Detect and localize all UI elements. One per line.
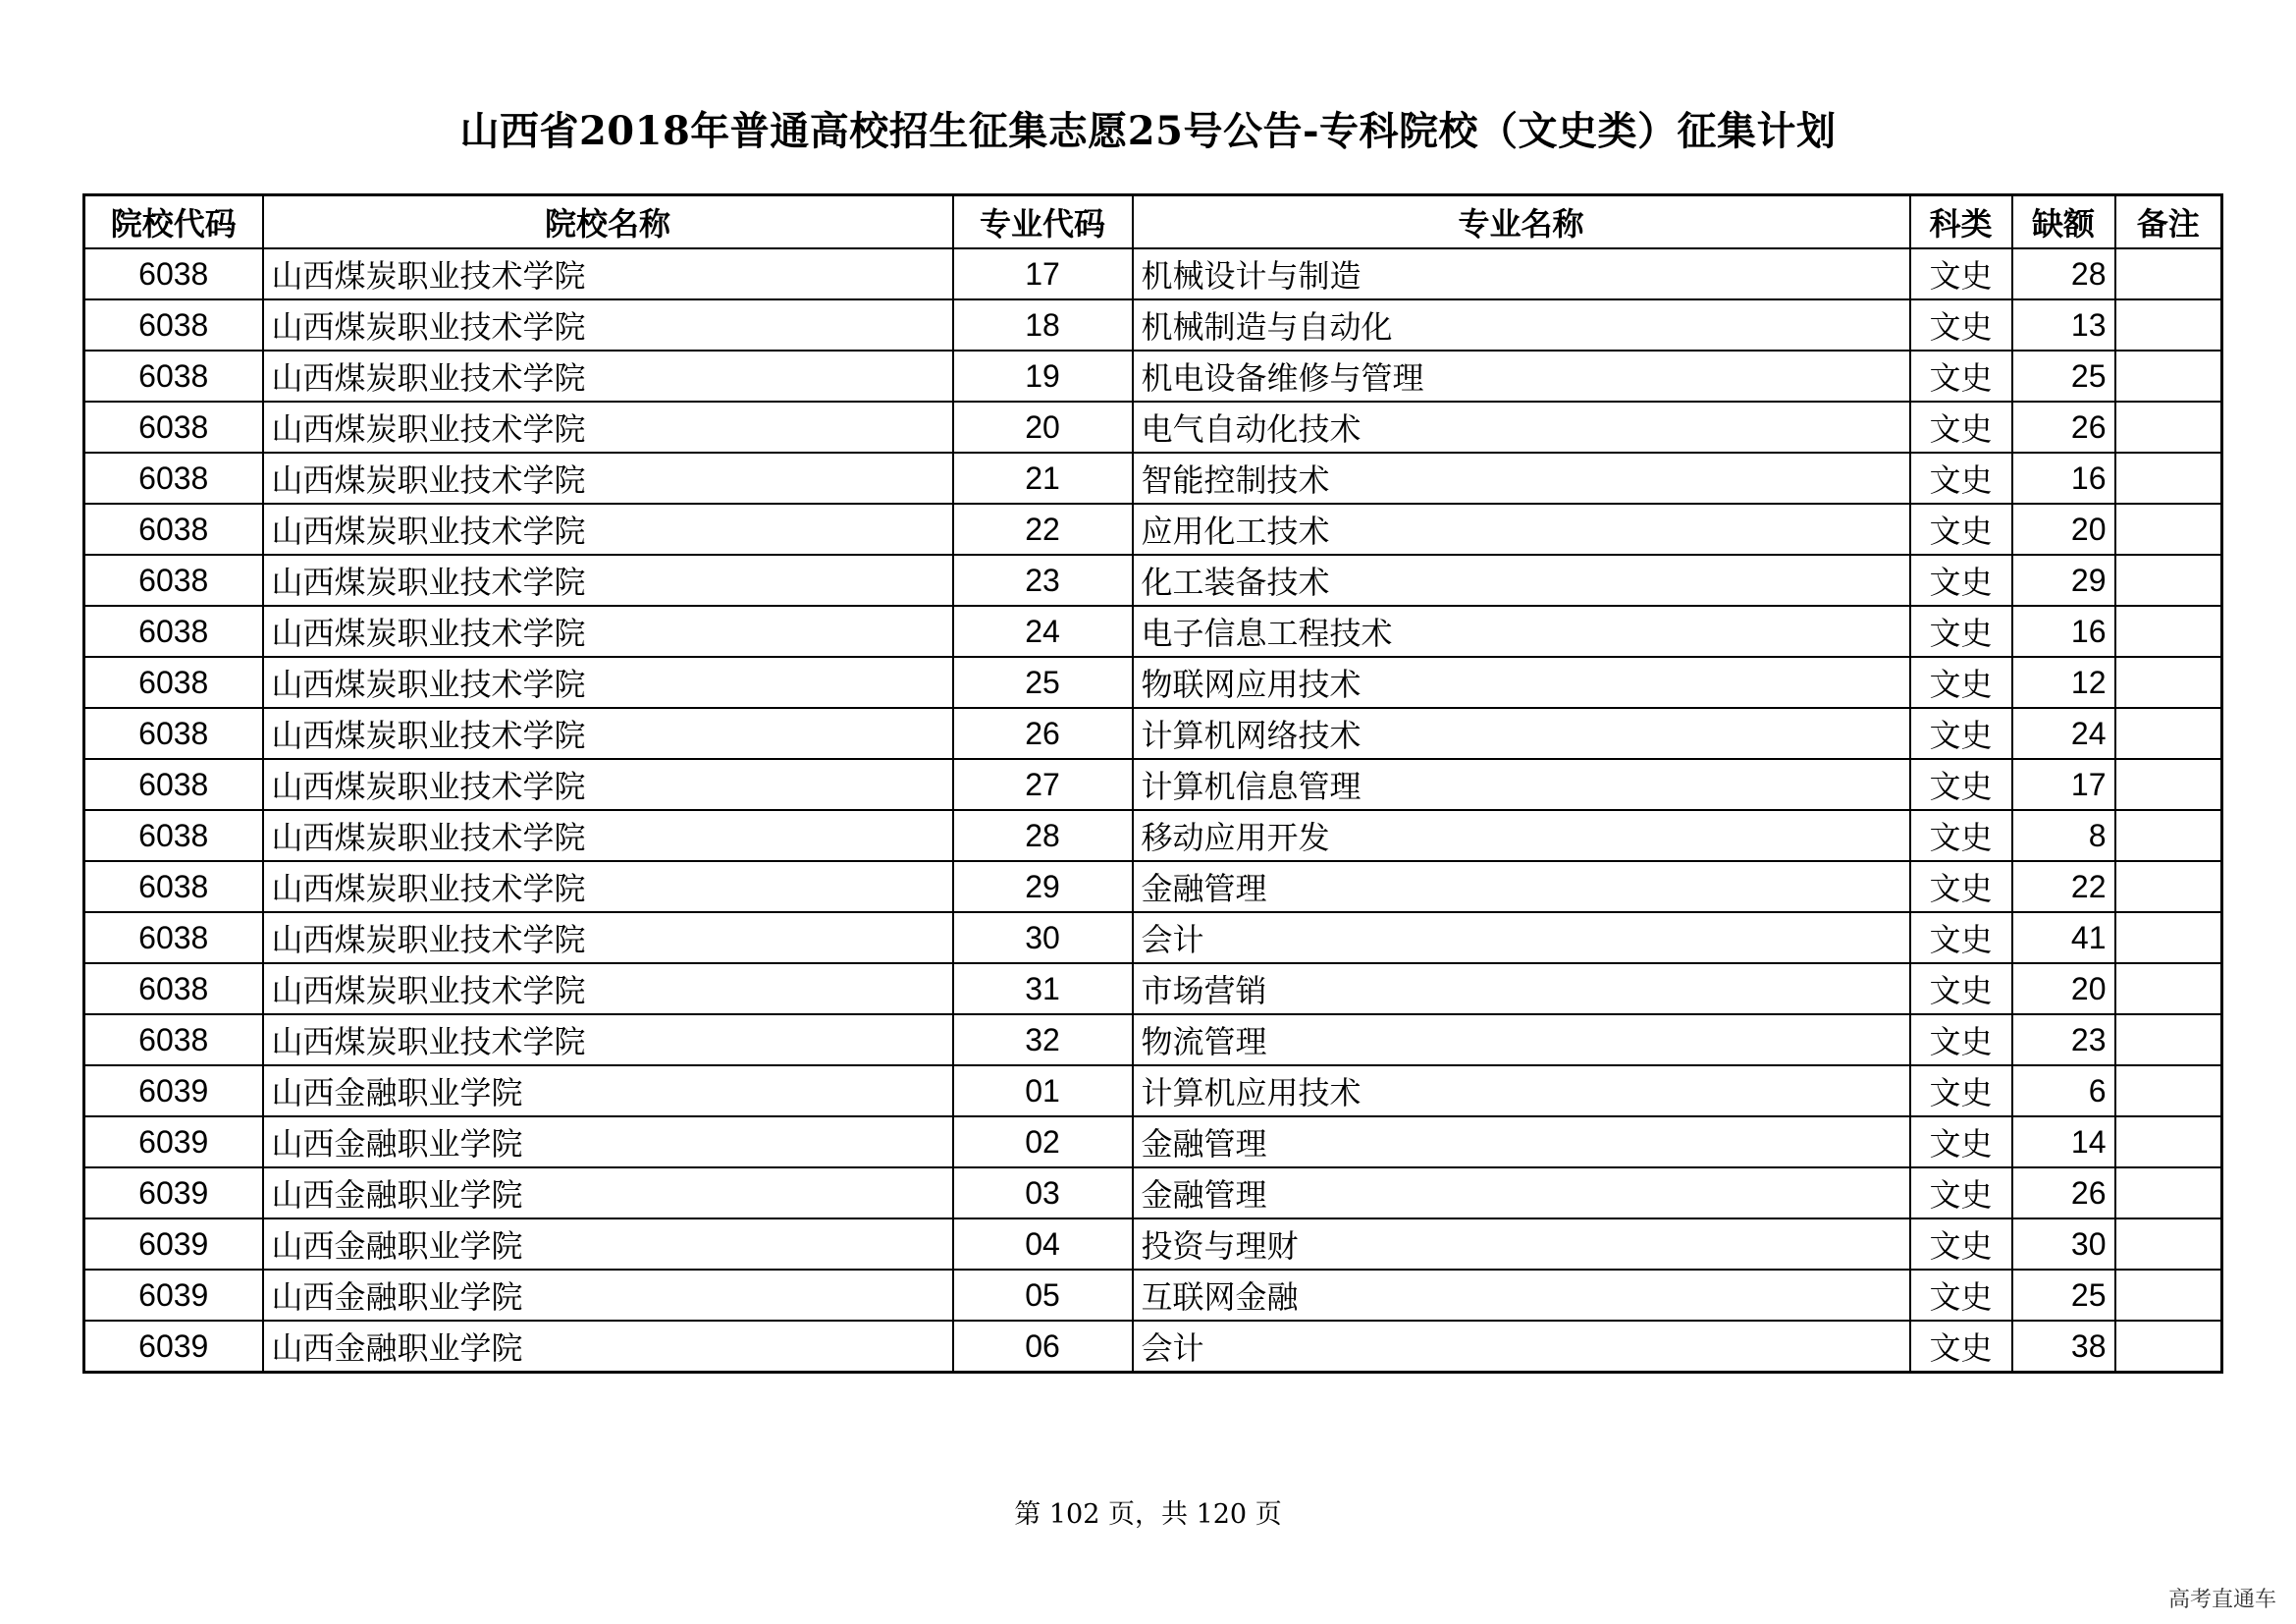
cell-category: 文史 [1910, 299, 2012, 351]
cell-category: 文史 [1910, 606, 2012, 657]
cell-major-name: 物联网应用技术 [1133, 657, 1910, 708]
cell-remark [2115, 606, 2222, 657]
cell-category: 文史 [1910, 1116, 2012, 1167]
cell-major-name: 机电设备维修与管理 [1133, 351, 1910, 402]
cell-vacancy: 26 [2012, 402, 2115, 453]
cell-remark [2115, 402, 2222, 453]
cell-remark [2115, 708, 2222, 759]
cell-school-name: 山西煤炭职业技术学院 [263, 708, 953, 759]
cell-major-name: 投资与理财 [1133, 1218, 1910, 1270]
cell-vacancy: 13 [2012, 299, 2115, 351]
cell-category: 文史 [1910, 1218, 2012, 1270]
cell-school-code: 6039 [84, 1167, 263, 1218]
table-row [84, 657, 2222, 708]
table-row [84, 504, 2222, 555]
cell-remark [2115, 657, 2222, 708]
table-row [84, 708, 2222, 759]
cell-major-code: 29 [953, 861, 1133, 912]
cell-major-name: 移动应用开发 [1133, 810, 1910, 861]
cell-category: 文史 [1910, 555, 2012, 606]
cell-school-code: 6038 [84, 402, 263, 453]
cell-remark [2115, 555, 2222, 606]
cell-vacancy: 8 [2012, 810, 2115, 861]
cell-category: 文史 [1910, 453, 2012, 504]
cell-major-code: 04 [953, 1218, 1133, 1270]
cell-category: 文史 [1910, 1167, 2012, 1218]
cell-remark [2115, 1321, 2222, 1373]
cell-vacancy: 17 [2012, 759, 2115, 810]
cell-vacancy: 28 [2012, 248, 2115, 299]
header-school-name: 院校名称 [263, 195, 953, 249]
table-row [84, 606, 2222, 657]
table-row [84, 861, 2222, 912]
cell-major-name: 互联网金融 [1133, 1270, 1910, 1321]
cell-category: 文史 [1910, 1065, 2012, 1116]
cell-vacancy: 41 [2012, 912, 2115, 963]
cell-major-code: 17 [953, 248, 1133, 299]
cell-school-code: 6038 [84, 453, 263, 504]
table-row [84, 1065, 2222, 1116]
cell-vacancy: 12 [2012, 657, 2115, 708]
cell-remark [2115, 1116, 2222, 1167]
cell-school-code: 6038 [84, 861, 263, 912]
cell-school-code: 6038 [84, 963, 263, 1014]
table-row [84, 1270, 2222, 1321]
enrollment-plan-table [82, 193, 2223, 1374]
cell-vacancy: 30 [2012, 1218, 2115, 1270]
cell-school-name: 山西煤炭职业技术学院 [263, 299, 953, 351]
table-row [84, 555, 2222, 606]
cell-major-name: 金融管理 [1133, 861, 1910, 912]
cell-school-code: 6038 [84, 606, 263, 657]
cell-vacancy: 29 [2012, 555, 2115, 606]
cell-vacancy: 16 [2012, 606, 2115, 657]
page-footer: 第 102 页，共 120 页 [1014, 1499, 1282, 1530]
cell-school-code: 6038 [84, 299, 263, 351]
cell-school-code: 6038 [84, 1014, 263, 1065]
cell-school-name: 山西金融职业学院 [263, 1116, 953, 1167]
cell-vacancy: 24 [2012, 708, 2115, 759]
cell-category: 文史 [1910, 351, 2012, 402]
cell-school-name: 山西煤炭职业技术学院 [263, 555, 953, 606]
cell-major-code: 20 [953, 402, 1133, 453]
cell-category: 文史 [1910, 963, 2012, 1014]
cell-school-code: 6039 [84, 1065, 263, 1116]
cell-category: 文史 [1910, 1270, 2012, 1321]
cell-remark [2115, 1270, 2222, 1321]
table-row [84, 963, 2222, 1014]
cell-major-code: 01 [953, 1065, 1133, 1116]
cell-category: 文史 [1910, 708, 2012, 759]
cell-major-code: 22 [953, 504, 1133, 555]
cell-major-code: 32 [953, 1014, 1133, 1065]
cell-school-code: 6039 [84, 1321, 263, 1373]
cell-major-name: 金融管理 [1133, 1116, 1910, 1167]
cell-vacancy: 20 [2012, 963, 2115, 1014]
cell-school-name: 山西煤炭职业技术学院 [263, 453, 953, 504]
cell-remark [2115, 1167, 2222, 1218]
cell-major-code: 21 [953, 453, 1133, 504]
table-row [84, 1321, 2222, 1373]
cell-major-name: 计算机网络技术 [1133, 708, 1910, 759]
cell-category: 文史 [1910, 1014, 2012, 1065]
cell-school-code: 6039 [84, 1116, 263, 1167]
cell-vacancy: 20 [2012, 504, 2115, 555]
cell-school-code: 6038 [84, 657, 263, 708]
table-row [84, 759, 2222, 810]
table-row [84, 453, 2222, 504]
cell-major-name: 会计 [1133, 912, 1910, 963]
cell-remark [2115, 912, 2222, 963]
cell-major-code: 30 [953, 912, 1133, 963]
cell-school-name: 山西金融职业学院 [263, 1270, 953, 1321]
cell-remark [2115, 453, 2222, 504]
cell-major-code: 02 [953, 1116, 1133, 1167]
cell-school-name: 山西金融职业学院 [263, 1321, 953, 1373]
cell-vacancy: 23 [2012, 1014, 2115, 1065]
table-row [84, 810, 2222, 861]
cell-vacancy: 25 [2012, 1270, 2115, 1321]
table-header-row [84, 195, 2222, 249]
cell-major-code: 05 [953, 1270, 1133, 1321]
cell-major-name: 应用化工技术 [1133, 504, 1910, 555]
table-row [84, 351, 2222, 402]
cell-school-name: 山西煤炭职业技术学院 [263, 912, 953, 963]
cell-school-name: 山西金融职业学院 [263, 1167, 953, 1218]
cell-major-name: 机械设计与制造 [1133, 248, 1910, 299]
header-category: 科类 [1910, 195, 2012, 249]
cell-school-name: 山西煤炭职业技术学院 [263, 657, 953, 708]
cell-school-name: 山西煤炭职业技术学院 [263, 963, 953, 1014]
cell-vacancy: 26 [2012, 1167, 2115, 1218]
cell-remark [2115, 351, 2222, 402]
cell-major-code: 03 [953, 1167, 1133, 1218]
cell-school-name: 山西煤炭职业技术学院 [263, 759, 953, 810]
cell-remark [2115, 861, 2222, 912]
cell-school-code: 6038 [84, 504, 263, 555]
cell-remark [2115, 1218, 2222, 1270]
cell-school-code: 6038 [84, 248, 263, 299]
header-major-name: 专业名称 [1133, 195, 1910, 249]
cell-vacancy: 38 [2012, 1321, 2115, 1373]
cell-major-code: 23 [953, 555, 1133, 606]
cell-major-name: 物流管理 [1133, 1014, 1910, 1065]
cell-school-code: 6038 [84, 708, 263, 759]
cell-major-name: 计算机信息管理 [1133, 759, 1910, 810]
cell-remark [2115, 1065, 2222, 1116]
cell-school-name: 山西煤炭职业技术学院 [263, 504, 953, 555]
cell-school-name: 山西金融职业学院 [263, 1065, 953, 1116]
cell-major-code: 06 [953, 1321, 1133, 1373]
page-title: 山西省2018年普通高校招生征集志愿25号公告-专科院校（文史类）征集计划 [459, 108, 1837, 154]
table-row [84, 299, 2222, 351]
header-remark: 备注 [2115, 195, 2222, 249]
table-row [84, 402, 2222, 453]
cell-category: 文史 [1910, 248, 2012, 299]
cell-major-name: 市场营销 [1133, 963, 1910, 1014]
cell-major-code: 19 [953, 351, 1133, 402]
cell-category: 文史 [1910, 1321, 2012, 1373]
cell-category: 文史 [1910, 759, 2012, 810]
header-vacancy: 缺额 [2012, 195, 2115, 249]
cell-vacancy: 25 [2012, 351, 2115, 402]
cell-category: 文史 [1910, 402, 2012, 453]
cell-school-code: 6038 [84, 351, 263, 402]
cell-category: 文史 [1910, 861, 2012, 912]
cell-remark [2115, 963, 2222, 1014]
cell-school-code: 6038 [84, 912, 263, 963]
cell-vacancy: 14 [2012, 1116, 2115, 1167]
cell-school-name: 山西煤炭职业技术学院 [263, 861, 953, 912]
cell-remark [2115, 299, 2222, 351]
cell-school-code: 6038 [84, 759, 263, 810]
cell-school-name: 山西煤炭职业技术学院 [263, 402, 953, 453]
cell-major-name: 金融管理 [1133, 1167, 1910, 1218]
cell-remark [2115, 759, 2222, 810]
cell-school-code: 6038 [84, 555, 263, 606]
cell-school-code: 6039 [84, 1270, 263, 1321]
table-row [84, 248, 2222, 299]
cell-major-code: 18 [953, 299, 1133, 351]
header-school-code: 院校代码 [84, 195, 263, 249]
cell-school-name: 山西金融职业学院 [263, 1218, 953, 1270]
cell-category: 文史 [1910, 810, 2012, 861]
table-row [84, 912, 2222, 963]
cell-major-name: 机械制造与自动化 [1133, 299, 1910, 351]
table-row [84, 1167, 2222, 1218]
cell-remark [2115, 504, 2222, 555]
cell-school-code: 6038 [84, 810, 263, 861]
cell-vacancy: 16 [2012, 453, 2115, 504]
cell-category: 文史 [1910, 657, 2012, 708]
cell-school-name: 山西煤炭职业技术学院 [263, 606, 953, 657]
cell-major-name: 电气自动化技术 [1133, 402, 1910, 453]
cell-major-code: 28 [953, 810, 1133, 861]
cell-school-name: 山西煤炭职业技术学院 [263, 1014, 953, 1065]
cell-remark [2115, 248, 2222, 299]
cell-major-name: 化工装备技术 [1133, 555, 1910, 606]
cell-school-name: 山西煤炭职业技术学院 [263, 810, 953, 861]
cell-major-code: 25 [953, 657, 1133, 708]
cell-major-name: 电子信息工程技术 [1133, 606, 1910, 657]
cell-category: 文史 [1910, 912, 2012, 963]
cell-major-code: 26 [953, 708, 1133, 759]
cell-major-code: 27 [953, 759, 1133, 810]
cell-school-code: 6039 [84, 1218, 263, 1270]
cell-school-name: 山西煤炭职业技术学院 [263, 248, 953, 299]
cell-major-name: 智能控制技术 [1133, 453, 1910, 504]
cell-major-code: 31 [953, 963, 1133, 1014]
cell-major-code: 24 [953, 606, 1133, 657]
table-row [84, 1218, 2222, 1270]
cell-remark [2115, 1014, 2222, 1065]
cell-school-name: 山西煤炭职业技术学院 [263, 351, 953, 402]
table-row [84, 1014, 2222, 1065]
cell-vacancy: 6 [2012, 1065, 2115, 1116]
cell-remark [2115, 810, 2222, 861]
watermark: 高考直通车 [2167, 1588, 2276, 1612]
header-major-code: 专业代码 [953, 195, 1133, 249]
cell-vacancy: 22 [2012, 861, 2115, 912]
cell-major-name: 会计 [1133, 1321, 1910, 1373]
cell-category: 文史 [1910, 504, 2012, 555]
table-row [84, 1116, 2222, 1167]
cell-major-name: 计算机应用技术 [1133, 1065, 1910, 1116]
